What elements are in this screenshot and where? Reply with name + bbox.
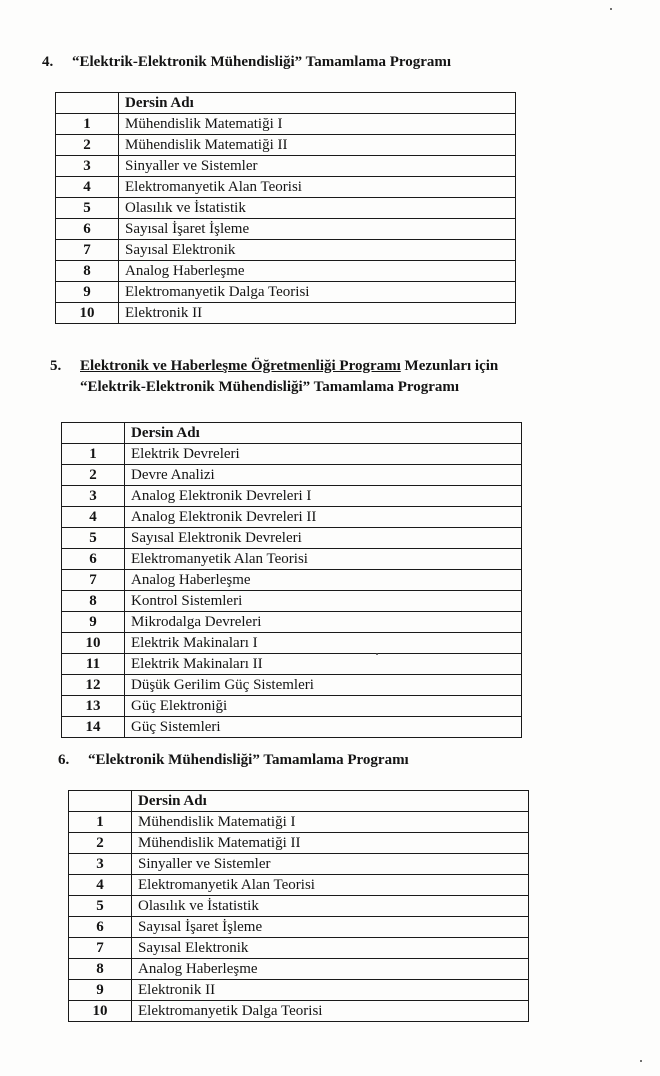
table-row [62, 591, 522, 612]
row-number-cell: 2 [69, 833, 132, 854]
table-row [62, 465, 522, 486]
row-number-cell: 8 [69, 959, 132, 980]
section-5-heading [50, 356, 498, 376]
row-number-cell: 1 [62, 444, 125, 465]
row-number-cell: 2 [56, 135, 119, 156]
course-name-cell: Devre Analizi [125, 465, 522, 486]
course-name-cell: Sayısal İşaret İşleme [132, 917, 529, 938]
section-title: “Elektrik-Elektronik Mühendisliği” Tamamlama Programı [80, 379, 460, 395]
table-row [69, 917, 529, 938]
table-header-row [62, 423, 522, 444]
course-name-cell: Güç Sistemleri [125, 717, 522, 738]
table-body [56, 114, 516, 324]
course-name-cell: Elektromanyetik Alan Teorisi [119, 177, 516, 198]
row-number-cell: 4 [62, 507, 125, 528]
course-name-cell: Elektromanyetik Alan Teorisi [125, 549, 522, 570]
section-4-heading [42, 52, 451, 72]
scan-speck [640, 1060, 642, 1062]
row-number-cell: 7 [69, 938, 132, 959]
row-number-cell: 2 [62, 465, 125, 486]
row-number-cell: 5 [69, 896, 132, 917]
course-name-cell: Mühendislik Matematiği II [132, 833, 529, 854]
table-header-row [69, 791, 529, 812]
course-name-cell: Elektrik Devreleri [125, 444, 522, 465]
row-number-cell: 9 [56, 282, 119, 303]
row-number-cell: 12 [62, 675, 125, 696]
row-number-cell: 8 [56, 261, 119, 282]
row-number-cell: 14 [62, 717, 125, 738]
course-name-cell: Elektrik Makinaları I [125, 633, 522, 654]
course-name-header: Dersin Adı [132, 791, 529, 812]
course-name-cell: Olasılık ve İstatistik [132, 896, 529, 917]
table-row [62, 633, 522, 654]
row-number-cell: 4 [56, 177, 119, 198]
row-number-cell: 5 [56, 198, 119, 219]
course-name-cell: Kontrol Sistemleri [125, 591, 522, 612]
row-number-cell: 7 [56, 240, 119, 261]
course-name-cell: Mühendislik Matematiği I [132, 812, 529, 833]
course-name-cell: Mühendislik Matematiği II [119, 135, 516, 156]
row-number-cell: 4 [69, 875, 132, 896]
table-row [62, 675, 522, 696]
table-row [56, 219, 516, 240]
table-row [56, 135, 516, 156]
course-name-cell: Sayısal Elektronik [119, 240, 516, 261]
table-row [69, 1001, 529, 1022]
table-row [56, 261, 516, 282]
course-name-cell: Güç Elektroniği [125, 696, 522, 717]
row-number-cell: 6 [62, 549, 125, 570]
course-name-cell: Elektromanyetik Alan Teorisi [132, 875, 529, 896]
section-number: 4. [42, 54, 54, 70]
row-number-cell: 5 [62, 528, 125, 549]
course-name-cell: Analog Elektronik Devreleri I [125, 486, 522, 507]
scan-speck [376, 653, 378, 655]
table-row [56, 156, 516, 177]
course-name-cell: Sinyaller ve Sistemler [132, 854, 529, 875]
table-row [62, 444, 522, 465]
course-name-cell: Düşük Gerilim Güç Sistemleri [125, 675, 522, 696]
course-table-section-5 [61, 422, 522, 738]
table-row [62, 528, 522, 549]
row-number-cell: 13 [62, 696, 125, 717]
course-name-cell: Analog Haberleşme [125, 570, 522, 591]
course-name-header: Dersin Adı [119, 93, 516, 114]
table-row [62, 549, 522, 570]
table-row [69, 896, 529, 917]
table-body [62, 444, 522, 738]
table-row [56, 282, 516, 303]
table-row [56, 303, 516, 324]
section-5-heading-line2 [80, 377, 459, 397]
number-header-cell [62, 423, 125, 444]
table-row [56, 240, 516, 261]
section-title-suffix: Mezunları için [400, 358, 499, 374]
table-row [56, 177, 516, 198]
course-table-section-6 [68, 790, 529, 1022]
table-row [62, 486, 522, 507]
row-number-cell: 9 [69, 980, 132, 1001]
course-name-cell: Sinyaller ve Sistemler [119, 156, 516, 177]
row-number-cell: 1 [69, 812, 132, 833]
row-number-cell: 6 [69, 917, 132, 938]
row-number-cell: 10 [56, 303, 119, 324]
section-title: “Elektronik Mühendisliği” Tamamlama Programı [88, 752, 409, 768]
course-name-cell: Sayısal Elektronik Devreleri [125, 528, 522, 549]
course-name-cell: Elektronik II [132, 980, 529, 1001]
section-number: 5. [50, 358, 62, 374]
course-name-cell: Analog Elektronik Devreleri II [125, 507, 522, 528]
table-row [62, 612, 522, 633]
scan-speck [610, 8, 612, 10]
table-row [62, 654, 522, 675]
row-number-cell: 9 [62, 612, 125, 633]
row-number-cell: 8 [62, 591, 125, 612]
table-row [69, 980, 529, 1001]
number-header-cell [56, 93, 119, 114]
section-title-program: Elektronik ve Haberleşme Öğretmenliği Programı [80, 358, 401, 374]
course-name-cell: Elektromanyetik Dalga Teorisi [119, 282, 516, 303]
row-number-cell: 6 [56, 219, 119, 240]
course-name-header: Dersin Adı [125, 423, 522, 444]
course-name-cell: Elektronik II [119, 303, 516, 324]
table-row [62, 570, 522, 591]
course-name-cell: Analog Haberleşme [119, 261, 516, 282]
row-number-cell: 7 [62, 570, 125, 591]
row-number-cell: 1 [56, 114, 119, 135]
table-row [69, 938, 529, 959]
row-number-cell: 3 [56, 156, 119, 177]
row-number-cell: 10 [62, 633, 125, 654]
table-row [69, 833, 529, 854]
row-number-cell: 11 [62, 654, 125, 675]
course-name-cell: Elektromanyetik Dalga Teorisi [132, 1001, 529, 1022]
row-number-cell: 3 [62, 486, 125, 507]
course-name-cell: Mikrodalga Devreleri [125, 612, 522, 633]
table-header-row [56, 93, 516, 114]
number-header-cell [69, 791, 132, 812]
course-name-cell: Analog Haberleşme [132, 959, 529, 980]
table-row [69, 875, 529, 896]
row-number-cell: 3 [69, 854, 132, 875]
table-row [69, 959, 529, 980]
section-title: “Elektrik-Elektronik Mühendisliği” Tamamlama Programı [72, 54, 452, 70]
table-row [62, 696, 522, 717]
section-number: 6. [58, 752, 70, 768]
row-number-cell: 10 [69, 1001, 132, 1022]
table-row [69, 812, 529, 833]
table-row [62, 507, 522, 528]
course-name-cell: Sayısal İşaret İşleme [119, 219, 516, 240]
course-name-cell: Olasılık ve İstatistik [119, 198, 516, 219]
course-name-cell: Sayısal Elektronik [132, 938, 529, 959]
course-name-cell: Mühendislik Matematiği I [119, 114, 516, 135]
table-row [56, 114, 516, 135]
table-row [56, 198, 516, 219]
table-row [62, 717, 522, 738]
table-row [69, 854, 529, 875]
course-name-cell: Elektrik Makinaları II [125, 654, 522, 675]
course-table-section-4 [55, 92, 516, 324]
table-body [69, 812, 529, 1022]
section-6-heading [58, 750, 409, 770]
